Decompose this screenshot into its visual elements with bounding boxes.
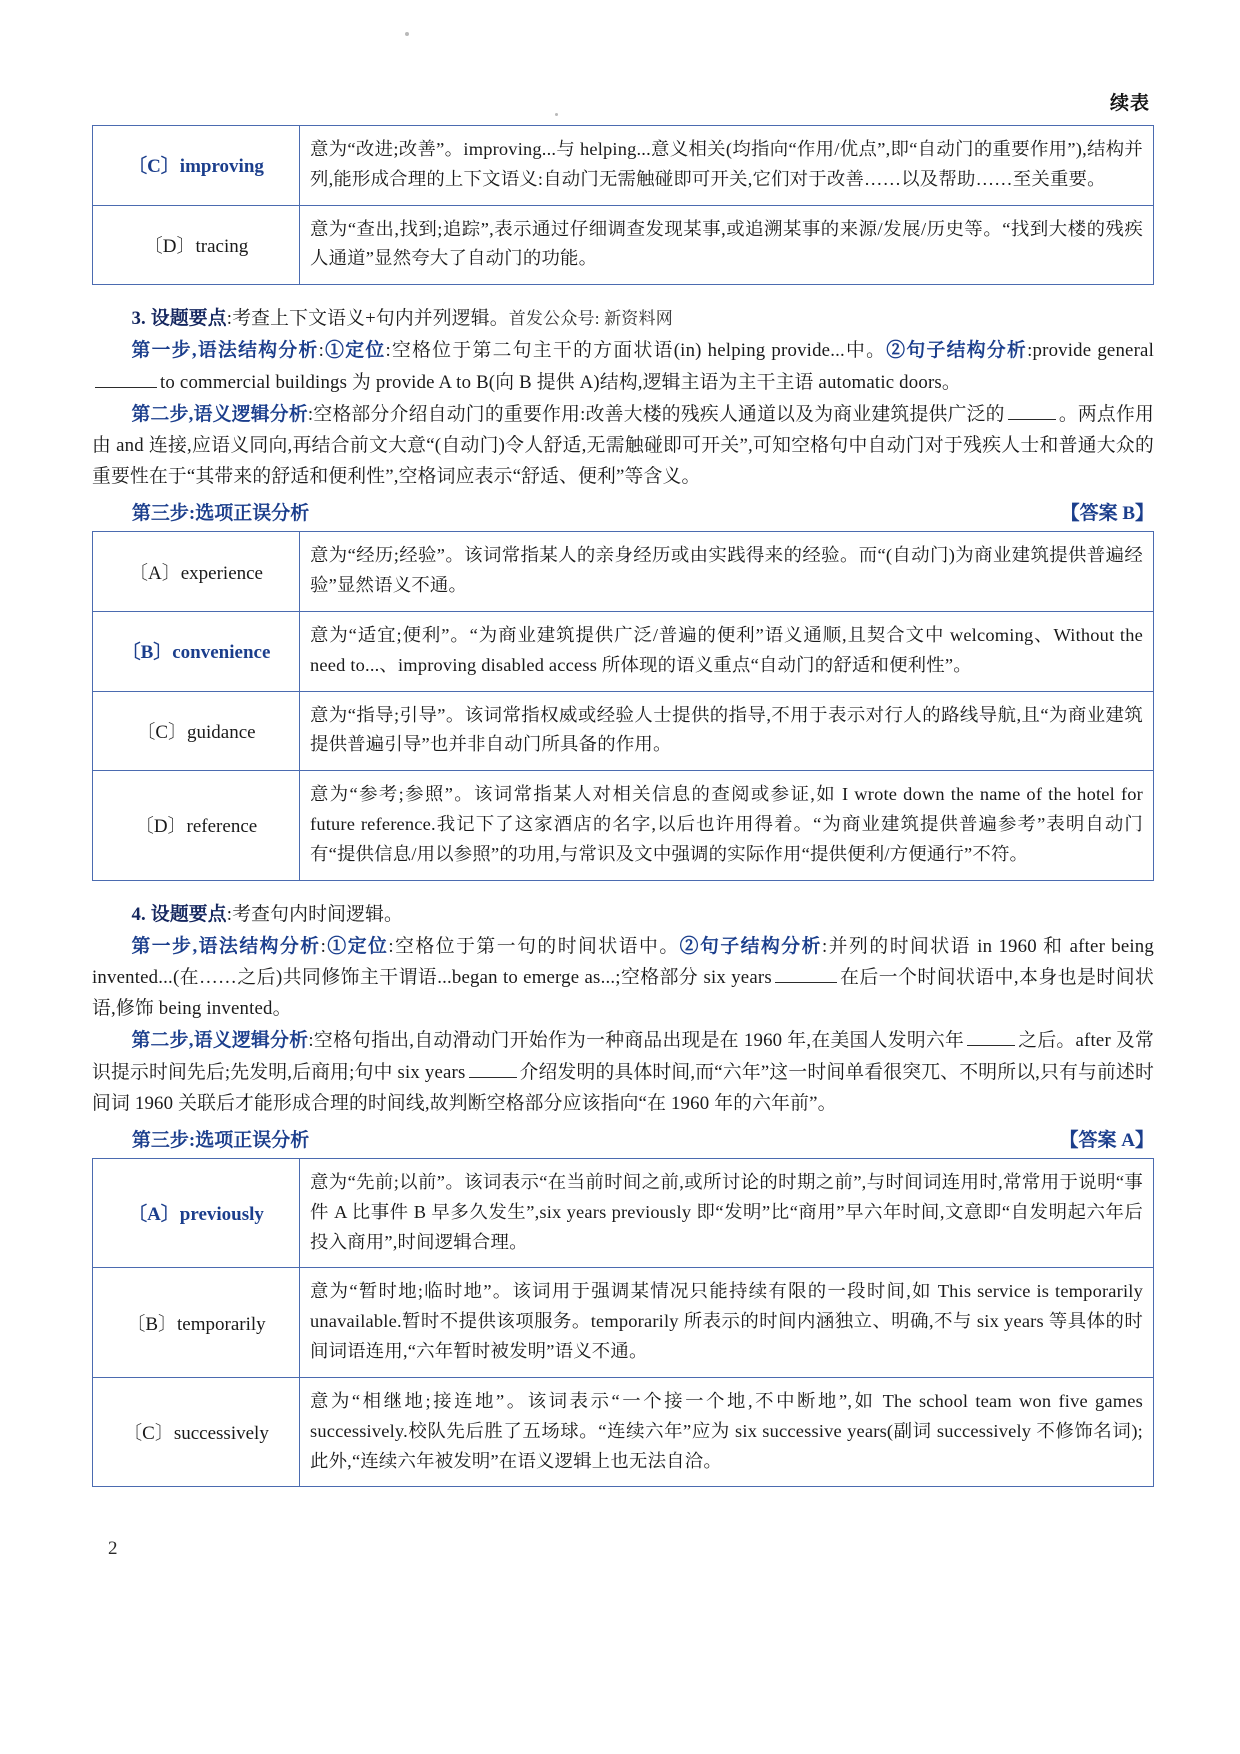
option-label: 〔C〕guidance bbox=[93, 691, 300, 771]
option-explanation: 意为“暂时地;临时地”。该词用于强调某情况只能持续有限的一段时间,如 This service is temporarily unavailable.暂时不提供该项服务。temporarily 所表示的时间内涵独立、明确,不与 six years 等具体的时间词语连用,“六年暂时被发明”语义不通。 bbox=[300, 1268, 1154, 1377]
option-explanation: 意为“参考;参照”。该词常指某人对相关信息的查阅或参证,如 I wrote down the name of the hotel for future reference.我记下了这家酒店的名字,以后也许用得着。“为商业建筑提供普遍参考”表明自动门有“提供信息/用以参照”的功用,与常识及文中强调的实际作用“提供便利/方便通行”不符。 bbox=[300, 771, 1154, 880]
point-text: 考查句内时间逻辑。 bbox=[232, 903, 404, 925]
spacer bbox=[92, 289, 1154, 303]
step1-text1: 空格位于第一句的时间状语中。 bbox=[393, 935, 680, 957]
step2-label: 第二步,语义逻辑分析 bbox=[131, 1030, 309, 1052]
option-label: 〔C〕improving bbox=[93, 126, 300, 206]
point-label: 4. 设题要点 bbox=[131, 903, 227, 925]
table-row bbox=[93, 691, 1154, 771]
step2-text-a: 空格句指出,自动滑动门开始作为一种商品出现是在 1960 年,在美国人发明六年 bbox=[313, 1030, 965, 1052]
step1-text2b: to commercial buildings 为 provide A to B(向 B 提供 A)结构,逻辑主语为主干主语 automatic doors。 bbox=[160, 371, 961, 393]
table-row bbox=[93, 1159, 1154, 1268]
step1-text2a: 并列的时间状语 in 1960 和 after being invented...(在……之后)共同修饰主干谓语...began to emerge as...;空格部分 six years bbox=[92, 935, 1154, 989]
step1-text1: 空格位于第二句主干的方面状语(in) helping provide...中。 bbox=[390, 340, 887, 362]
option-label: 〔C〕successively bbox=[93, 1377, 300, 1486]
question-4-point bbox=[92, 899, 1154, 930]
step1-text2a: provide general bbox=[1032, 340, 1154, 362]
colon: : bbox=[226, 903, 233, 925]
option-explanation: 意为“相继地;接连地”。该词表示“一个接一个地,不中断地”,如 The school team won five games successively.校队先后胜了五场球。“连续六年”应为 six successive years(副词 successively 不修饰名词);此外,“连续六年被发明”在语义逻辑上也无法自洽。 bbox=[300, 1377, 1154, 1486]
page-number: 2 bbox=[108, 1538, 118, 1559]
option-label: 〔B〕temporarily bbox=[93, 1268, 300, 1377]
option-explanation: 意为“查出,找到;追踪”,表示通过仔细调查发现某事,或追溯某事的来源/发展/历史等。“找到大楼的残疾人通道”显然夸大了自动门的功能。 bbox=[300, 205, 1154, 285]
table-row bbox=[93, 126, 1154, 206]
option-label: 〔A〕previously bbox=[93, 1159, 300, 1268]
watermark-text: 首发公众号: 新资料网 bbox=[508, 309, 673, 329]
step1-sub2-label: ②句子结构分析 bbox=[679, 935, 822, 957]
step2-text-b: 。两点作用由 and 连接,应语义同向,再结合前文大意“(自动门)令人舒适,无需触碰即可开关”,可知空格句中自动门对于残疾人士和普通大众的重要性在于“其带来的舒适和便利性”,空格词应表示“舒适、便利”等含义。 bbox=[92, 403, 1155, 488]
colon: : bbox=[318, 340, 324, 362]
step1-label: 第一步,语法结构分析 bbox=[131, 340, 319, 362]
table-row bbox=[93, 205, 1154, 285]
step1-sub1-label: ①定位 bbox=[324, 340, 386, 362]
fill-in-blank bbox=[775, 964, 837, 983]
question-3-step3-row bbox=[92, 498, 1154, 525]
table-row bbox=[93, 1268, 1154, 1377]
continued-table-label: 续表 bbox=[1109, 93, 1150, 114]
answer-badge: 【答案 B】 bbox=[1060, 503, 1154, 525]
fill-in-blank bbox=[1008, 401, 1056, 420]
step2-label: 第二步,语义逻辑分析 bbox=[131, 403, 308, 425]
step1-text2b: 在后一个时间状语中,本身也是时间状语,修饰 being invented。 bbox=[92, 967, 1154, 1020]
options-table-question-4 bbox=[92, 1158, 1154, 1487]
option-label: 〔A〕experience bbox=[93, 532, 300, 612]
fill-in-blank bbox=[469, 1059, 517, 1078]
table-row bbox=[93, 1377, 1154, 1486]
option-explanation: 意为“适宜;便利”。“为商业建筑提供广泛/普遍的便利”语义通顺,且契合文中 welcoming、Without the need to...、improving disabled access 所体现的语义重点“自动门的舒适和便利性”。 bbox=[300, 612, 1154, 692]
table-row bbox=[93, 771, 1154, 880]
fill-in-blank bbox=[967, 1028, 1015, 1047]
option-explanation: 意为“改进;改善”。improving...与 helping...意义相关(均指向“作用/优点”,即“自动门的重要作用”),结构并列,能形成合理的上下文语义:自动门无需触碰即可开关,它们对于改善……以及帮助……至关重要。 bbox=[300, 126, 1154, 206]
colon: : bbox=[385, 340, 391, 362]
step3-label: 第三步:选项正误分析 bbox=[131, 1130, 310, 1151]
page-content bbox=[92, 88, 1154, 1491]
step2-text-b: 之后。after 及常识提示时间先后;先发明,后商用;句中 six years bbox=[92, 1030, 1154, 1083]
options-table-question-3 bbox=[92, 531, 1154, 880]
colon: : bbox=[307, 403, 314, 425]
answer-badge: 【答案 A】 bbox=[1059, 1130, 1154, 1151]
option-label: 〔D〕tracing bbox=[93, 205, 300, 285]
question-4-step2 bbox=[92, 1025, 1154, 1119]
colon: : bbox=[821, 935, 828, 957]
step2-text-c: 介绍发明的具体时间,而“六年”这一时间单看很突兀、不明所以,只有与前述时间词 1960 关联后才能形成合理的时间线,故判断空格部分应该指向“在 1960 年的六年前”。 bbox=[92, 1061, 1154, 1114]
step2-text-a: 空格部分介绍自动门的重要作用:改善大楼的残疾人通道以及为商业建筑提供广泛的 bbox=[313, 403, 1005, 425]
table-row bbox=[93, 532, 1154, 612]
point-text: 考查上下文语义+句内并列逻辑。 bbox=[232, 308, 509, 330]
colon: : bbox=[320, 935, 327, 957]
step1-sub1-label: ①定位 bbox=[326, 935, 389, 957]
question-3-point bbox=[92, 303, 1154, 334]
option-label: 〔D〕reference bbox=[93, 771, 300, 880]
question-3-step2 bbox=[92, 399, 1154, 493]
colon: : bbox=[1027, 340, 1033, 362]
step1-sub2-label: ②句子结构分析 bbox=[886, 340, 1028, 362]
question-3-step1 bbox=[92, 335, 1154, 397]
spacer bbox=[92, 885, 1154, 899]
table-row bbox=[93, 612, 1154, 692]
option-explanation: 意为“经历;经验”。该词常指某人的亲身经历或由实践得来的经验。而“(自动门)为商业建筑提供普遍经验”显然语义不通。 bbox=[300, 532, 1154, 612]
colon: : bbox=[388, 935, 394, 957]
scan-speck bbox=[405, 32, 409, 36]
question-4-step3-row bbox=[92, 1125, 1154, 1152]
options-table-question-2-continued bbox=[92, 125, 1154, 285]
colon: : bbox=[308, 1030, 314, 1052]
option-label: 〔B〕convenience bbox=[93, 612, 300, 692]
point-label: 3. 设题要点 bbox=[131, 308, 227, 330]
option-explanation: 意为“先前;以前”。该词表示“在当前时间之前,或所讨论的时期之前”,与时间词连用时,常常用于说明“事件 A 比事件 B 早多久发生”,six years previously 即“发明”比“商用”早六年时间,文意即“自发明起六年后投入商用”,时间逻辑合理。 bbox=[300, 1159, 1154, 1268]
option-explanation: 意为“指导;引导”。该词常指权威或经验人士提供的指导,不用于表示对行人的路线导航,且“为商业建筑提供普遍引导”也并非自动门所具备的作用。 bbox=[300, 691, 1154, 771]
colon: : bbox=[226, 308, 233, 330]
fill-in-blank bbox=[95, 369, 157, 388]
question-4-step1 bbox=[92, 931, 1154, 1025]
step1-label: 第一步,语法结构分析 bbox=[131, 935, 321, 957]
step3-label: 第三步:选项正误分析 bbox=[131, 503, 310, 525]
